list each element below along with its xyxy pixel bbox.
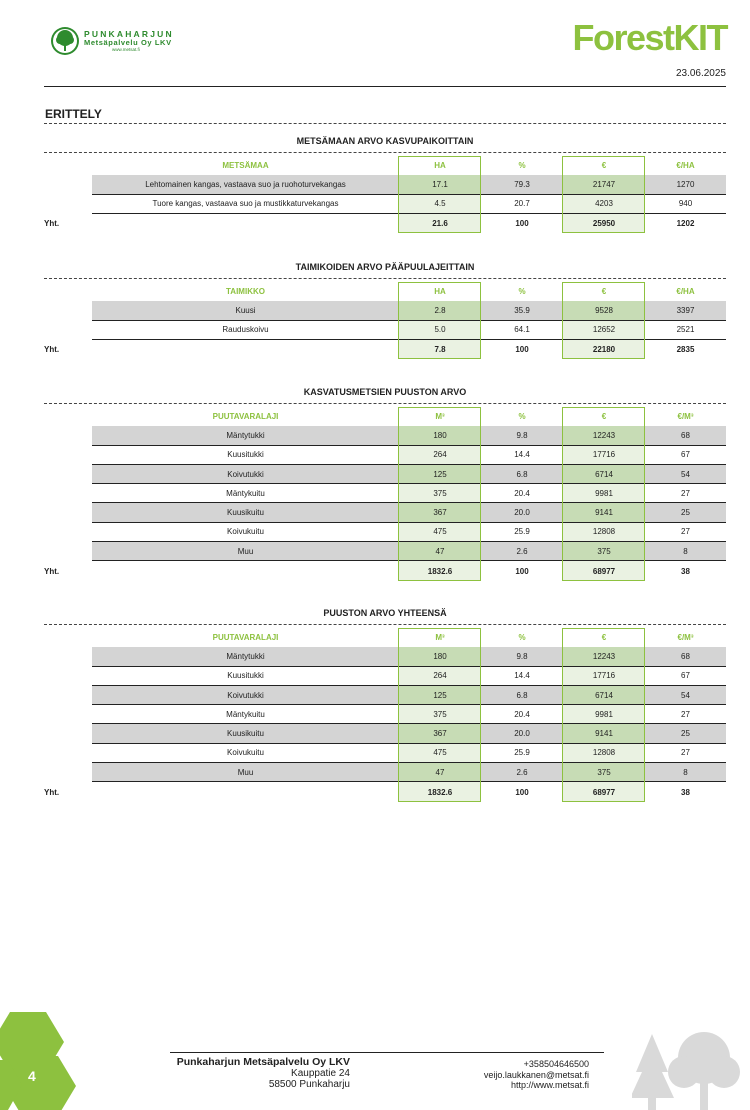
table-cell: 100	[515, 345, 529, 355]
table-row	[44, 195, 726, 214]
column-header: €	[601, 412, 607, 422]
table-cell: Kuusikuitu	[92, 503, 399, 522]
table-cell: 6.8	[481, 465, 563, 484]
row-label	[44, 523, 92, 542]
header-divider	[44, 86, 726, 87]
table-cell: 67	[645, 667, 726, 686]
logo-subtitle: Metsäpalvelu Oy LKV	[84, 38, 172, 48]
row-label	[44, 195, 92, 214]
table-cell: 67	[645, 446, 726, 465]
column-header: %	[518, 412, 526, 422]
table-cell: Muu	[92, 763, 399, 782]
value-table-4	[44, 605, 726, 802]
table-cell: 9141	[563, 503, 645, 522]
trees-decoration-icon	[632, 1028, 750, 1110]
column-header: €/HA	[676, 287, 695, 297]
table-cell: 1832.6	[399, 782, 481, 801]
table-cell: 2.8	[399, 301, 481, 320]
table-cell: 264	[399, 667, 481, 686]
table-cell: 475	[399, 523, 481, 542]
column-header: HA	[434, 287, 446, 297]
table-row	[44, 705, 726, 724]
column-header: METSÄMAA	[222, 161, 269, 171]
value-table-2	[44, 259, 726, 359]
table-cell	[92, 214, 399, 233]
column-header: €	[601, 633, 607, 643]
table-cell	[92, 561, 399, 580]
row-label: Yht.	[44, 787, 60, 797]
table-cell: 940	[645, 195, 726, 214]
table-cell: 6714	[563, 686, 645, 705]
table-cell: 12808	[563, 523, 645, 542]
table-cell: 12243	[563, 647, 645, 666]
table-cell: Koivukuitu	[92, 523, 399, 542]
table-cell: Kuusitukki	[92, 667, 399, 686]
table-cell: 264	[399, 446, 481, 465]
table-cell: 475	[399, 744, 481, 763]
table-cell: 20.7	[481, 195, 563, 214]
table-cell: 20.4	[481, 484, 563, 503]
row-label	[44, 156, 92, 175]
table-total-row	[44, 561, 726, 580]
table-cell: 6.8	[481, 686, 563, 705]
table-cell: Mäntykuitu	[92, 484, 399, 503]
company-name: Punkaharjun Metsäpalvelu Oy LKV	[176, 1056, 350, 1068]
table-row	[44, 175, 726, 194]
table-cell: 25950	[563, 214, 645, 233]
table-cell: 125	[399, 686, 481, 705]
table-cell: Rauduskoivu	[92, 321, 399, 340]
table-cell: 38	[681, 787, 690, 797]
table-cell: 54	[645, 686, 726, 705]
table-total-row	[44, 214, 726, 233]
table-row	[44, 744, 726, 763]
contact-phone: +358504646500	[523, 1059, 589, 1069]
table-cell: 375	[563, 542, 645, 561]
table-cell: 27	[645, 705, 726, 724]
table-cell: 68	[645, 426, 726, 445]
section-divider	[44, 123, 726, 124]
table-cell: 2.6	[481, 542, 563, 561]
table-cell: 22180	[563, 340, 645, 359]
hexagon-decoration-icon	[0, 1010, 90, 1110]
table-cell: 12652	[563, 321, 645, 340]
table-header-row	[44, 628, 726, 647]
table-cell: 25.9	[481, 744, 563, 763]
row-label	[44, 542, 92, 561]
table-cell: 125	[399, 465, 481, 484]
column-header: €/M³	[677, 412, 694, 422]
table-row	[44, 301, 726, 320]
column-header: %	[518, 287, 526, 297]
table-cell: 17716	[563, 667, 645, 686]
column-header: M³	[435, 412, 445, 422]
contact-info	[430, 1059, 589, 1091]
column-header: €/HA	[676, 161, 695, 171]
column-header: €	[601, 287, 607, 297]
table-cell: Muu	[92, 542, 399, 561]
document-date: 23.06.2025	[675, 68, 726, 79]
table-title: METSÄMAAN ARVO KASVUPAIKOITTAIN	[296, 136, 474, 146]
table-cell: 9.8	[481, 647, 563, 666]
table-cell: 9141	[563, 724, 645, 743]
table-title: PUUSTON ARVO YHTEENSÄ	[323, 608, 447, 618]
row-label	[44, 407, 92, 426]
table-cell: 21747	[563, 175, 645, 194]
table-cell: 375	[399, 705, 481, 724]
table-cell: 100	[515, 787, 529, 797]
row-label	[44, 446, 92, 465]
table-cell: 35.9	[481, 301, 563, 320]
table-cell: 2.6	[481, 763, 563, 782]
table-body	[44, 282, 726, 359]
table-cell: 68	[645, 647, 726, 666]
company-city: 58500 Punkaharju	[268, 1079, 350, 1090]
table-cell: 367	[399, 724, 481, 743]
row-label	[44, 724, 92, 743]
table-cell: 3397	[645, 301, 726, 320]
table-cell: Lehtomainen kangas, vastaava suo ja ruohoturvekangas	[92, 175, 399, 194]
table-cell: 367	[399, 503, 481, 522]
table-row	[44, 503, 726, 522]
table-divider	[44, 278, 726, 279]
column-header: M³	[435, 633, 445, 643]
table-cell: 6714	[563, 465, 645, 484]
contact-email[interactable]: veijo.laukkanen@metsat.fi	[483, 1069, 589, 1080]
row-label	[44, 426, 92, 445]
table-cell: 68977	[563, 561, 645, 580]
row-label	[44, 686, 92, 705]
table-cell: 180	[399, 426, 481, 445]
table-cell: 38	[681, 566, 690, 576]
brand-logo: ForestKIT	[572, 17, 727, 58]
table-cell: 375	[399, 484, 481, 503]
table-header-row	[44, 156, 726, 175]
table-cell: Koivukuitu	[92, 744, 399, 763]
value-table-3	[44, 384, 726, 581]
column-header: PUUTAVARALAJI	[212, 412, 279, 422]
table-title: KASVATUSMETSIEN PUUSTON ARVO	[303, 387, 467, 397]
table-row	[44, 647, 726, 666]
table-cell: 25.9	[481, 523, 563, 542]
table-cell: 1202	[676, 219, 695, 229]
table-divider	[44, 403, 726, 404]
table-divider	[44, 624, 726, 625]
contact-website[interactable]: http://www.metsat.fi	[510, 1080, 589, 1090]
column-header: PUUTAVARALAJI	[212, 633, 279, 643]
table-cell: 100	[515, 219, 529, 229]
company-logo	[50, 24, 195, 58]
table-cell: 64.1	[481, 321, 563, 340]
column-header: €/M³	[677, 633, 694, 643]
table-cell: 4.5	[399, 195, 481, 214]
column-header: %	[518, 633, 526, 643]
table-row	[44, 426, 726, 445]
table-body	[44, 628, 726, 802]
table-cell: Kuusikuitu	[92, 724, 399, 743]
table-cell: Koivutukki	[92, 465, 399, 484]
table-header-row	[44, 407, 726, 426]
table-row	[44, 686, 726, 705]
company-street: Kauppatie 24	[291, 1068, 350, 1079]
table-cell: 27	[645, 744, 726, 763]
column-header: €	[601, 161, 607, 171]
row-label: Yht.	[44, 345, 60, 355]
page-number: 4	[28, 1068, 36, 1084]
table-cell: 14.4	[481, 446, 563, 465]
table-cell: Koivutukki	[92, 686, 399, 705]
table-cell: 7.8	[399, 340, 481, 359]
row-label	[44, 667, 92, 686]
row-label	[44, 647, 92, 666]
table-cell: Kuusi	[92, 301, 399, 320]
value-table-1	[44, 133, 726, 233]
table-cell: 9528	[563, 301, 645, 320]
table-cell: 4203	[563, 195, 645, 214]
table-cell: 12243	[563, 426, 645, 445]
column-header: %	[518, 161, 526, 171]
table-cell: 17.1	[399, 175, 481, 194]
table-cell: 180	[399, 647, 481, 666]
row-label	[44, 484, 92, 503]
table-row	[44, 465, 726, 484]
row-label	[44, 744, 92, 763]
table-cell: 375	[563, 763, 645, 782]
table-row	[44, 321, 726, 340]
table-cell: 100	[515, 566, 529, 576]
table-cell: Kuusitukki	[92, 446, 399, 465]
row-label	[44, 465, 92, 484]
table-cell: 47	[399, 763, 481, 782]
table-row	[44, 523, 726, 542]
table-cell: Mäntytukki	[92, 647, 399, 666]
table-cell: 47	[399, 542, 481, 561]
table-row	[44, 724, 726, 743]
table-cell: Mäntykuitu	[92, 705, 399, 724]
footer-divider	[170, 1052, 604, 1053]
table-row	[44, 484, 726, 503]
row-label	[44, 763, 92, 782]
table-cell: 14.4	[481, 667, 563, 686]
table-cell: 17716	[563, 446, 645, 465]
table-cell	[92, 782, 399, 801]
table-cell: 12808	[563, 744, 645, 763]
row-label	[44, 301, 92, 320]
table-title: TAIMIKOIDEN ARVO PÄÄPUULAJEITTAIN	[295, 262, 475, 272]
table-cell: 2521	[645, 321, 726, 340]
table-row	[44, 763, 726, 782]
table-total-row	[44, 340, 726, 359]
table-total-row	[44, 782, 726, 801]
table-cell	[92, 340, 399, 359]
row-label	[44, 282, 92, 301]
table-cell: 20.0	[481, 503, 563, 522]
table-cell: 9981	[563, 705, 645, 724]
table-cell: 25	[645, 503, 726, 522]
table-cell: 68977	[563, 782, 645, 801]
table-cell: 54	[645, 465, 726, 484]
tree-logo-icon	[50, 26, 80, 56]
table-body	[44, 407, 726, 581]
row-label	[44, 175, 92, 194]
column-header: HA	[434, 161, 446, 171]
logo-url: www.metsat.fi	[112, 46, 140, 52]
table-cell: 8	[645, 763, 726, 782]
table-divider	[44, 152, 726, 153]
table-cell: 20.4	[481, 705, 563, 724]
table-cell: 25	[645, 724, 726, 743]
table-cell: Tuore kangas, vastaava suo ja mustikkaturvekangas	[92, 195, 399, 214]
row-label	[44, 503, 92, 522]
row-label	[44, 628, 92, 647]
table-row	[44, 446, 726, 465]
row-label	[44, 321, 92, 340]
table-cell: 27	[645, 484, 726, 503]
row-label	[44, 705, 92, 724]
table-row	[44, 667, 726, 686]
table-cell: 2835	[676, 345, 695, 355]
table-cell: 9981	[563, 484, 645, 503]
column-header: TAIMIKKO	[226, 287, 265, 297]
table-cell: 5.0	[399, 321, 481, 340]
table-cell: 9.8	[481, 426, 563, 445]
table-header-row	[44, 282, 726, 301]
table-cell: 27	[645, 523, 726, 542]
table-cell: Mäntytukki	[92, 426, 399, 445]
table-body	[44, 156, 726, 233]
company-address	[170, 1057, 350, 1090]
logo-name: PUNKAHARJUN	[84, 28, 174, 39]
table-cell: 1832.6	[399, 561, 481, 580]
table-cell: 79.3	[481, 175, 563, 194]
table-cell: 20.0	[481, 724, 563, 743]
table-row	[44, 542, 726, 561]
table-cell: 1270	[645, 175, 726, 194]
section-title: ERITTELY	[45, 107, 102, 121]
table-cell: 8	[645, 542, 726, 561]
row-label: Yht.	[44, 566, 60, 576]
row-label: Yht.	[44, 219, 60, 229]
table-cell: 21.6	[399, 214, 481, 233]
